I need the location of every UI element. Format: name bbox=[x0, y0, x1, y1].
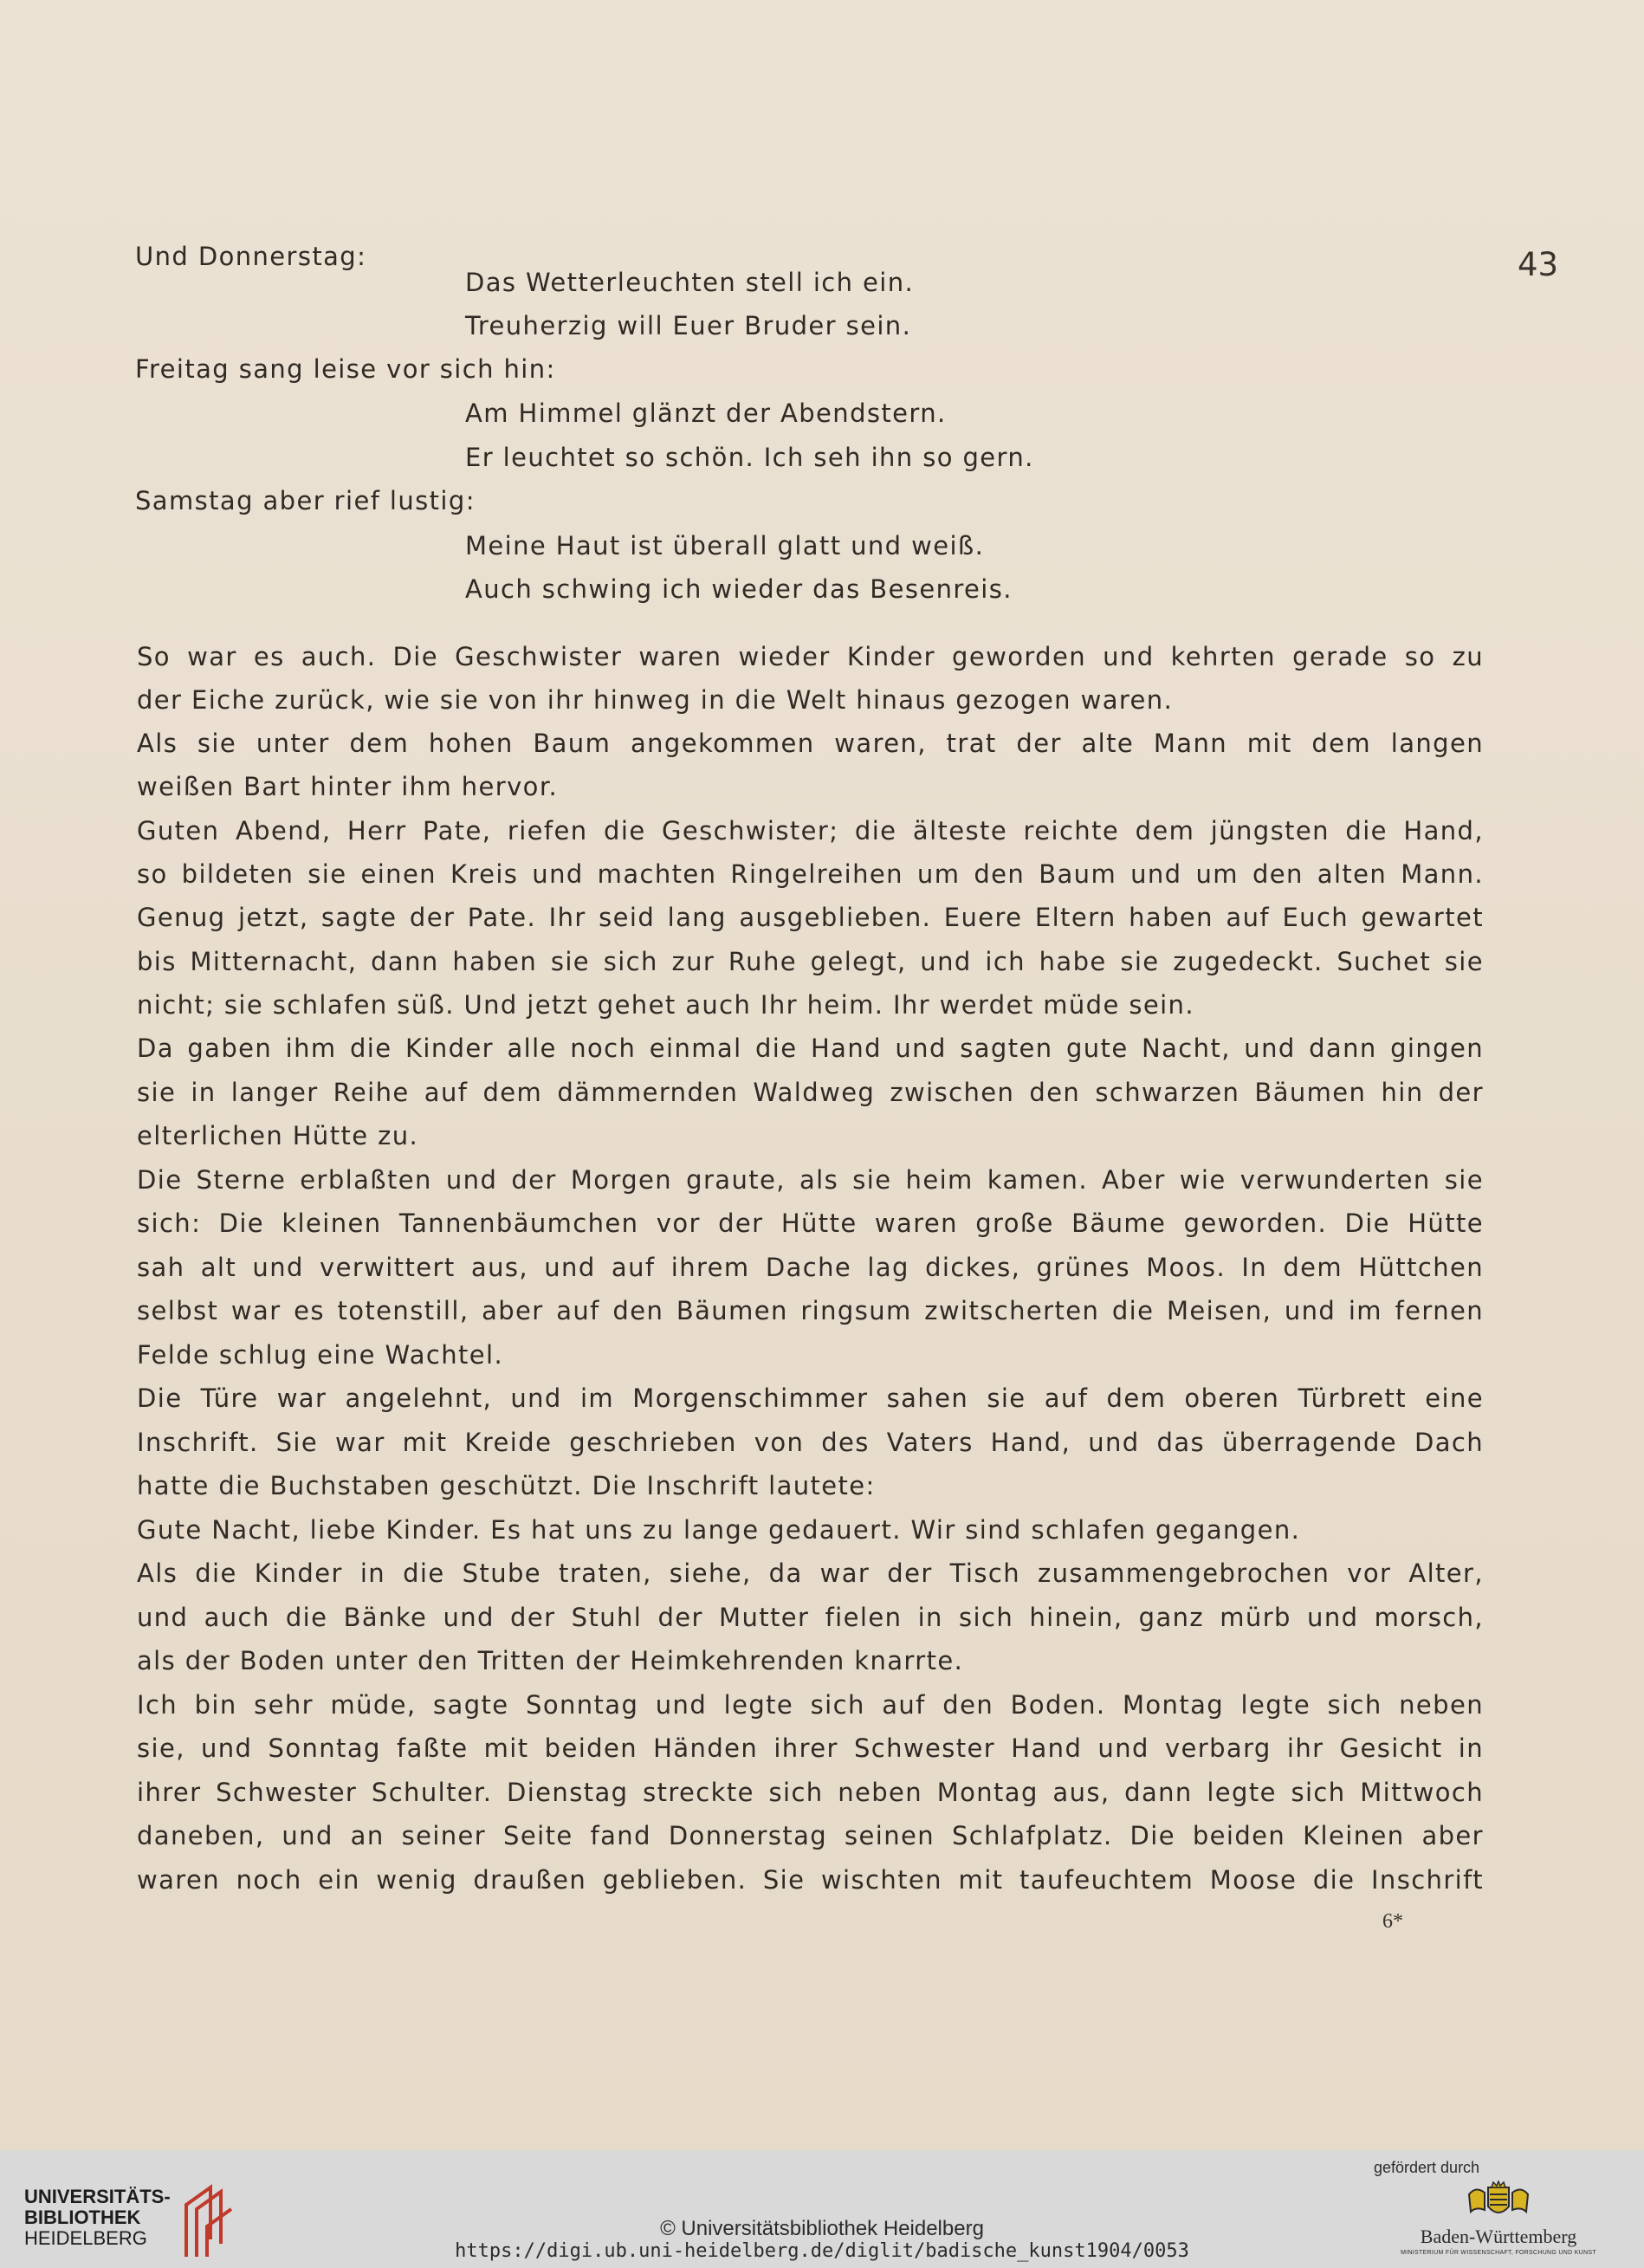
prose-line: So war es auch. Die Geschwister waren wieder Kinder geworden und kehrten gerade so zu bbox=[137, 642, 1484, 671]
prose-line: Ich bin sehr müde, sagte Sonntag und legte sich auf den Boden. Montag legte sich neben bbox=[137, 1690, 1484, 1720]
prose-line: sie, und Sonntag faßte mit beiden Händen ihrer Schwester Hand und verbarg ihr Gesicht in bbox=[137, 1733, 1484, 1763]
sponsor-block bbox=[1369, 2159, 1628, 2256]
printer-signature: 6* bbox=[1382, 1910, 1403, 1933]
prose-line: Guten Abend, Herr Pate, riefen die Geschwister; die älteste reichte dem jüngsten die Hand, bbox=[137, 816, 1484, 846]
prose-line: Felde schlug eine Wachtel. bbox=[137, 1340, 504, 1370]
prose-line: als der Boden unter den Tritten der Heimkehrenden knarrte. bbox=[137, 1646, 964, 1675]
prose-line: waren noch ein wenig draußen geblieben. Sie wischten mit taufeuchtem Moose die Inschrift bbox=[137, 1865, 1484, 1895]
prose-line: ihrer Schwester Schulter. Dienstag streckte sich neben Montag aus, dann legte sich Mittwoch bbox=[137, 1778, 1484, 1807]
coat-of-arms-icon bbox=[1464, 2181, 1533, 2222]
verse-line: Meine Haut ist überall glatt und weiß. bbox=[465, 531, 985, 561]
prose-line: so bildeten sie einen Kreis und machten Ringelreihen um den Baum und um den alten Mann. bbox=[137, 859, 1484, 889]
prose-line: Inschrift. Sie war mit Kreide geschrieben von des Vaters Hand, und das überragende Dach bbox=[137, 1428, 1484, 1457]
prose-line: Da gaben ihm die Kinder alle noch einmal die Hand und sagten gute Nacht, und dann gingen bbox=[137, 1034, 1484, 1063]
library-name-line: UNIVERSITÄTS- bbox=[24, 2186, 171, 2207]
prose-line: der Eiche zurück, wie sie von ihr hinweg in die Welt hinaus gezogen waren. bbox=[137, 685, 1174, 715]
verse-line: Er leuchtet so schön. Ich seh ihn so gern. bbox=[465, 443, 1034, 472]
prose-line: nicht; sie schlafen süß. Und jetzt gehet auch Ihr heim. Ihr werdet müde sein. bbox=[137, 990, 1194, 1020]
sponsor-name: Baden-Württemberg bbox=[1420, 2226, 1577, 2247]
verse-line: Treuherzig will Euer Bruder sein. bbox=[465, 311, 912, 340]
prose-line: und auch die Bänke und der Stuhl der Mutter fielen in sich hinein, ganz mürb und morsch, bbox=[137, 1603, 1484, 1632]
speaker-line: Freitag sang leise vor sich hin: bbox=[135, 354, 556, 384]
speaker-line: Und Donnerstag: bbox=[135, 242, 367, 271]
page-number: 43 bbox=[1518, 246, 1559, 283]
prose-line: sah alt und verwittert aus, und auf ihrem Dache lag dickes, grünes Moos. In dem Hüttchen bbox=[137, 1253, 1484, 1282]
prose-line: elterlichen Hütte zu. bbox=[137, 1121, 419, 1150]
prose-line: Gute Nacht, liebe Kinder. Es hat uns zu lange gedauert. Wir sind schlafen gegangen. bbox=[137, 1515, 1301, 1545]
prose-line: sie in langer Reihe auf dem dämmernden Waldweg zwischen den schwarzen Bäumen hin der bbox=[137, 1078, 1484, 1107]
speaker-line: Samstag aber rief lustig: bbox=[135, 486, 476, 515]
copyright-notice: © Universitätsbibliothek Heidelberg bbox=[660, 2217, 984, 2240]
prose-line: Als sie unter dem hohen Baum angekommen waren, trat der alte Mann mit dem langen bbox=[137, 729, 1484, 758]
prose-line: Als die Kinder in die Stube traten, siehe, da war der Tisch zusammengebrochen vor Alter, bbox=[137, 1558, 1484, 1588]
prose-line: weißen Bart hinter ihm hervor. bbox=[137, 772, 559, 801]
prose-line: sich: Die kleinen Tannenbäumchen vor der Hütte waren große Bäume geworden. Die Hütte bbox=[137, 1209, 1484, 1238]
library-name-line: HEIDELBERG bbox=[24, 2227, 147, 2249]
prose-line: selbst war es totenstill, aber auf den Bäumen ringsum zwitscherten die Meisen, und im fernen bbox=[137, 1296, 1484, 1325]
prose-line: Genug jetzt, sagte der Pate. Ihr seid lang ausgeblieben. Euere Eltern haben auf Euch gewartet bbox=[137, 903, 1484, 932]
verse-line: Das Wetterleuchten stell ich ein. bbox=[465, 268, 915, 297]
prose-line: hatte die Buchstaben geschützt. Die Inschrift lautete: bbox=[137, 1471, 876, 1500]
verse-line: Auch schwing ich wieder das Besenreis. bbox=[465, 574, 1013, 604]
prose-line: Die Türe war angelehnt, und im Morgenschimmer sahen sie auf dem oberen Türbrett eine bbox=[137, 1383, 1484, 1413]
sponsor-ministry: MINISTERIUM FÜR WISSENSCHAFT, FORSCHUNG UND KUNST bbox=[1401, 2250, 1596, 2256]
verse-line: Am Himmel glänzt der Abendstern. bbox=[465, 399, 947, 428]
prose-line: bis Mitternacht, dann haben sie sich zur Ruhe gelegt, und ich habe sie zugedeckt. Suchet sie bbox=[137, 947, 1484, 976]
prose-line: daneben, und an seiner Seite fand Donnerstag seinen Schlafplatz. Die beiden Kleinen aber bbox=[137, 1821, 1484, 1850]
prose-line: Die Sterne erblaßten und der Morgen graute, als sie heim kamen. Aber wie verwunderten sie bbox=[137, 1165, 1484, 1195]
library-name-line: BIBLIOTHEK bbox=[24, 2206, 141, 2228]
sponsor-label: gefördert durch bbox=[1374, 2159, 1480, 2176]
permalink-url[interactable]: https://digi.ub.uni-heidelberg.de/diglit/badische_kunst1904/0053 bbox=[455, 2240, 1189, 2262]
